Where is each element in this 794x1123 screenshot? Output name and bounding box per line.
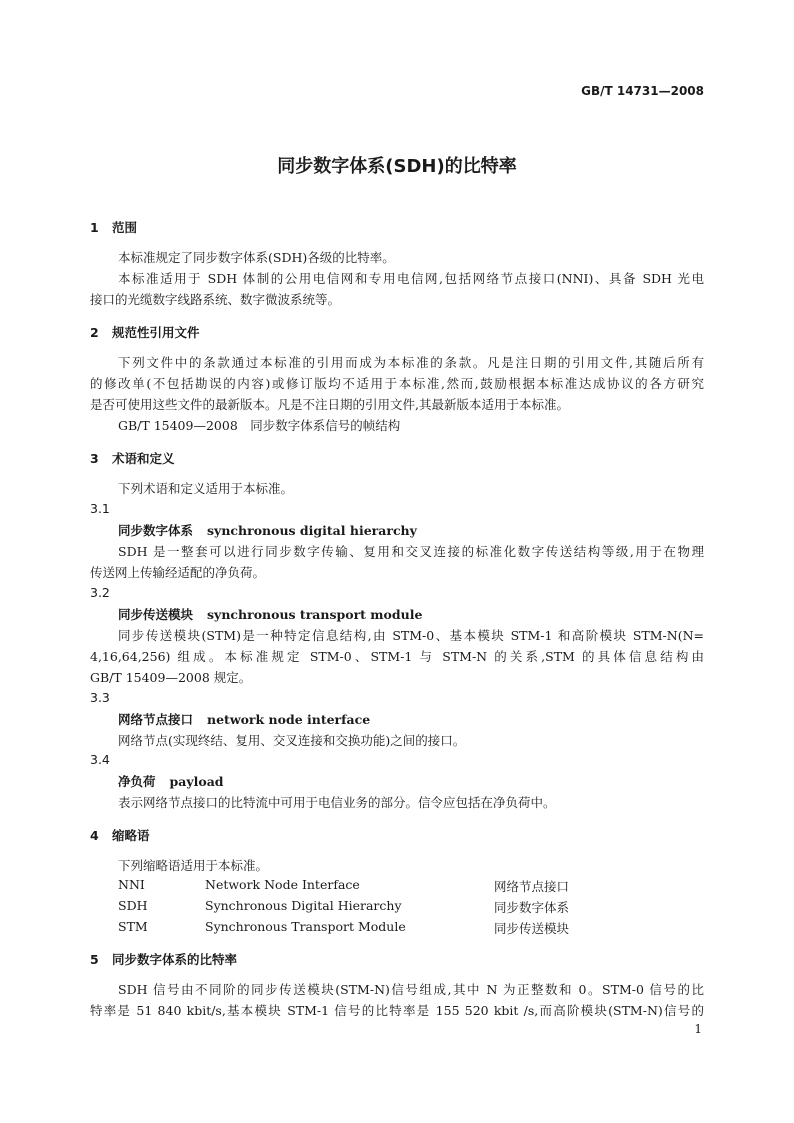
term-number: 3.3 [90,690,110,705]
section-number: 4 [90,828,99,843]
term-zh: 同步传送模块 [118,607,194,622]
term-en: payload [169,774,224,789]
term-entry [118,521,417,539]
abbr-term: SDH [118,898,148,913]
paragraph: 的修改单(不包括勘误的内容)或修订版均不适用于本标准,然而,鼓励根据本标准达成协议的各方研究 [90,376,704,391]
page-title: 同步数字体系(SDH)的比特率 [277,156,517,177]
section-number: 5 [90,952,99,967]
abbr-term: NNI [118,877,145,892]
term-definition: 传送网上传输经适配的净负荷。 [90,565,266,580]
term-definition: SDH 是一整套可以进行同步数字传输、复用和交叉连接的标准化数字传送结构等级,用于在物理 [118,544,704,559]
term-zh: 净负荷 [118,774,156,789]
section-3-heading [90,449,175,467]
paragraph: 特率是 51 840 kbit/s,基本模块 STM-1 信号的比特率是 155 520 kbit /s,而高阶模块(STM-N)信号的 [90,1003,704,1018]
section-1-heading [90,218,137,236]
section-number: 1 [90,220,99,235]
section-title: 规范性引用文件 [112,325,200,340]
section-5-heading [90,950,237,968]
section-2-heading [90,323,200,341]
document-id: GB/T 14731—2008 [581,84,704,98]
section-number: 2 [90,325,99,340]
paragraph: 下列文件中的条款通过本标准的引用而成为本标准的条款。凡是注日期的引用文件,其随后所有 [118,355,704,370]
page-number: 1 [694,1022,702,1036]
term-number: 3.4 [90,752,110,767]
paragraph: 下列缩略语适用于本标准。 [118,858,269,873]
abbr-english: Synchronous Transport Module [205,919,406,934]
section-number: 3 [90,451,99,466]
section-title: 术语和定义 [112,451,175,466]
term-definition: 网络节点(实现终结、复用、交叉连接和交换功能)之间的接口。 [118,733,466,748]
term-entry [118,710,370,728]
section-4-heading [90,826,150,844]
paragraph: 下列术语和定义适用于本标准。 [118,481,294,496]
paragraph: SDH 信号由不同阶的同步传送模块(STM-N)信号组成,其中 N 为正整数和 0。STM-0 信号的比 [118,982,704,997]
section-title: 同步数字体系的比特率 [112,952,238,967]
term-entry [118,605,422,623]
abbr-term: STM [118,919,148,934]
abbr-chinese: 同步数字体系 [494,900,570,915]
paragraph: 是否可使用这些文件的最新版本。凡是不注日期的引用文件,其最新版本适用于本标准。 [90,397,569,412]
term-number: 3.1 [90,501,110,516]
term-definition: 表示网络节点接口的比特流中可用于电信业务的部分。信令应包括在净负荷中。 [118,795,556,810]
normative-reference: GB/T 15409—2008 同步数字体系信号的帧结构 [118,418,401,433]
paragraph: 本标准规定了同步数字体系(SDH)各级的比特率。 [118,250,395,265]
term-definition: 同步传送模块(STM)是一种特定信息结构,由 STM-0、基本模块 STM-1 和高阶模块 STM-N(N= [118,628,704,643]
term-definition: 4,16,64,256) 组成。本标准规定 STM-0、STM-1 与 STM-N 的关系,STM 的具体信息结构由 [90,649,704,664]
term-entry [118,772,224,790]
term-number: 3.2 [90,585,110,600]
section-title: 范围 [112,220,138,235]
term-zh: 同步数字体系 [118,523,194,538]
paragraph: 本标准适用于 SDH 体制的公用电信网和专用电信网,包括网络节点接口(NNI)、具备 SDH 光电 [118,271,704,286]
term-en: synchronous digital hierarchy [207,523,417,538]
abbr-english: Network Node Interface [205,877,360,892]
term-zh: 网络节点接口 [118,712,194,727]
abbr-chinese: 网络节点接口 [494,879,570,894]
term-definition: GB/T 15409—2008 规定。 [90,670,252,685]
term-en: synchronous transport module [207,607,423,622]
abbr-chinese: 同步传送模块 [494,921,570,936]
paragraph: 接口的光缆数字线路系统、数字微波系统等。 [90,292,341,307]
abbr-english: Synchronous Digital Hierarchy [205,898,402,913]
term-en: network node interface [207,712,371,727]
section-title: 缩略语 [112,828,150,843]
